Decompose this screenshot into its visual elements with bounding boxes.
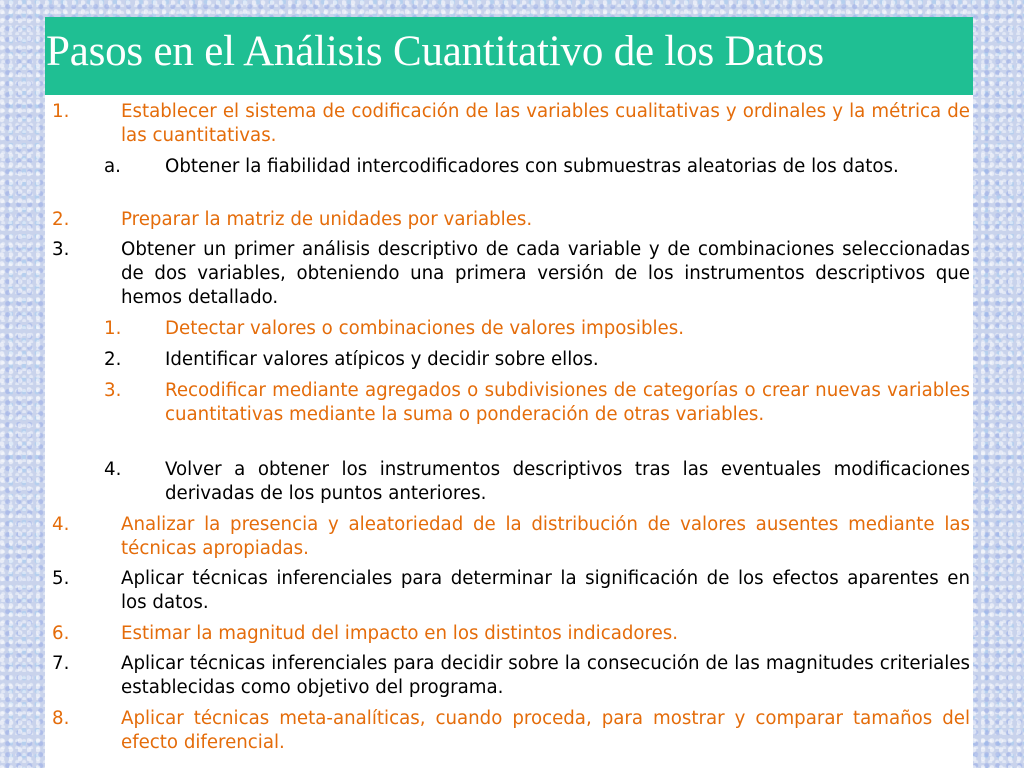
list-item-number: 3. [104,380,122,401]
list-item-text: Estimar la magnitud del impacto en los distintos indicadores. [121,623,679,644]
list-item-text: Preparar la matriz de unidades por variables. [121,209,533,230]
slide-title: Pasos en el Análisis Cuantitativo de los Datos [46,28,824,75]
list-item-number: 8. [52,708,70,729]
list-item-number: 5. [52,568,70,589]
list-item-number: 1. [104,318,122,339]
list-item-text: Detectar valores o combinaciones de valores imposibles. [165,318,684,339]
list-item-number: a. [104,156,121,177]
list-item-text: Analizar la presencia y aleatoriedad de la distribución de valores ausentes mediante las técnicas apropiadas. [121,514,970,559]
list-item-text: Identificar valores atípicos y decidir sobre ellos. [165,349,599,370]
list-item-number: 4. [52,514,70,535]
list-item-text: Obtener la fiabilidad intercodificadores con submuestras aleatorias de los datos. [165,156,899,177]
list-item-number: 4. [104,459,122,480]
list-item-number: 1. [52,101,70,122]
list-item-text: Obtener un primer análisis descriptivo de cada variable y de combinaciones seleccionadas de dos variables, obteniendo una primera versión de los instrumentos descriptivos que hemos detallado. [121,239,970,308]
list-item-text: Recodificar mediante agregados o subdivisiones de categorías o crear nuevas variables cuantitativas mediante la suma o ponderación de otras variables. [165,380,970,425]
list-item-number: 3. [52,239,70,260]
list-item-text: Aplicar técnicas inferenciales para determinar la significación de los efectos aparentes en los datos. [121,568,970,613]
list-item-number: 6. [52,623,70,644]
list-item-text: Aplicar técnicas meta-analíticas, cuando proceda, para mostrar y comparar tamaños del efecto diferencial. [121,708,970,753]
list-item-number: 2. [52,209,70,230]
list-item-number: 2. [104,349,122,370]
list-item-text: Volver a obtener los instrumentos descriptivos tras las eventuales modificaciones derivadas de los puntos anteriores. [165,459,970,504]
list-item-number: 7. [52,653,70,674]
list-item-text: Establecer el sistema de codificación de las variables cualitativas y ordinales y la métrica de las cuantitativas. [121,101,970,146]
list-item-text: Aplicar técnicas inferenciales para decidir sobre la consecución de las magnitudes criteriales establecidas como objetivo del programa. [121,653,970,698]
